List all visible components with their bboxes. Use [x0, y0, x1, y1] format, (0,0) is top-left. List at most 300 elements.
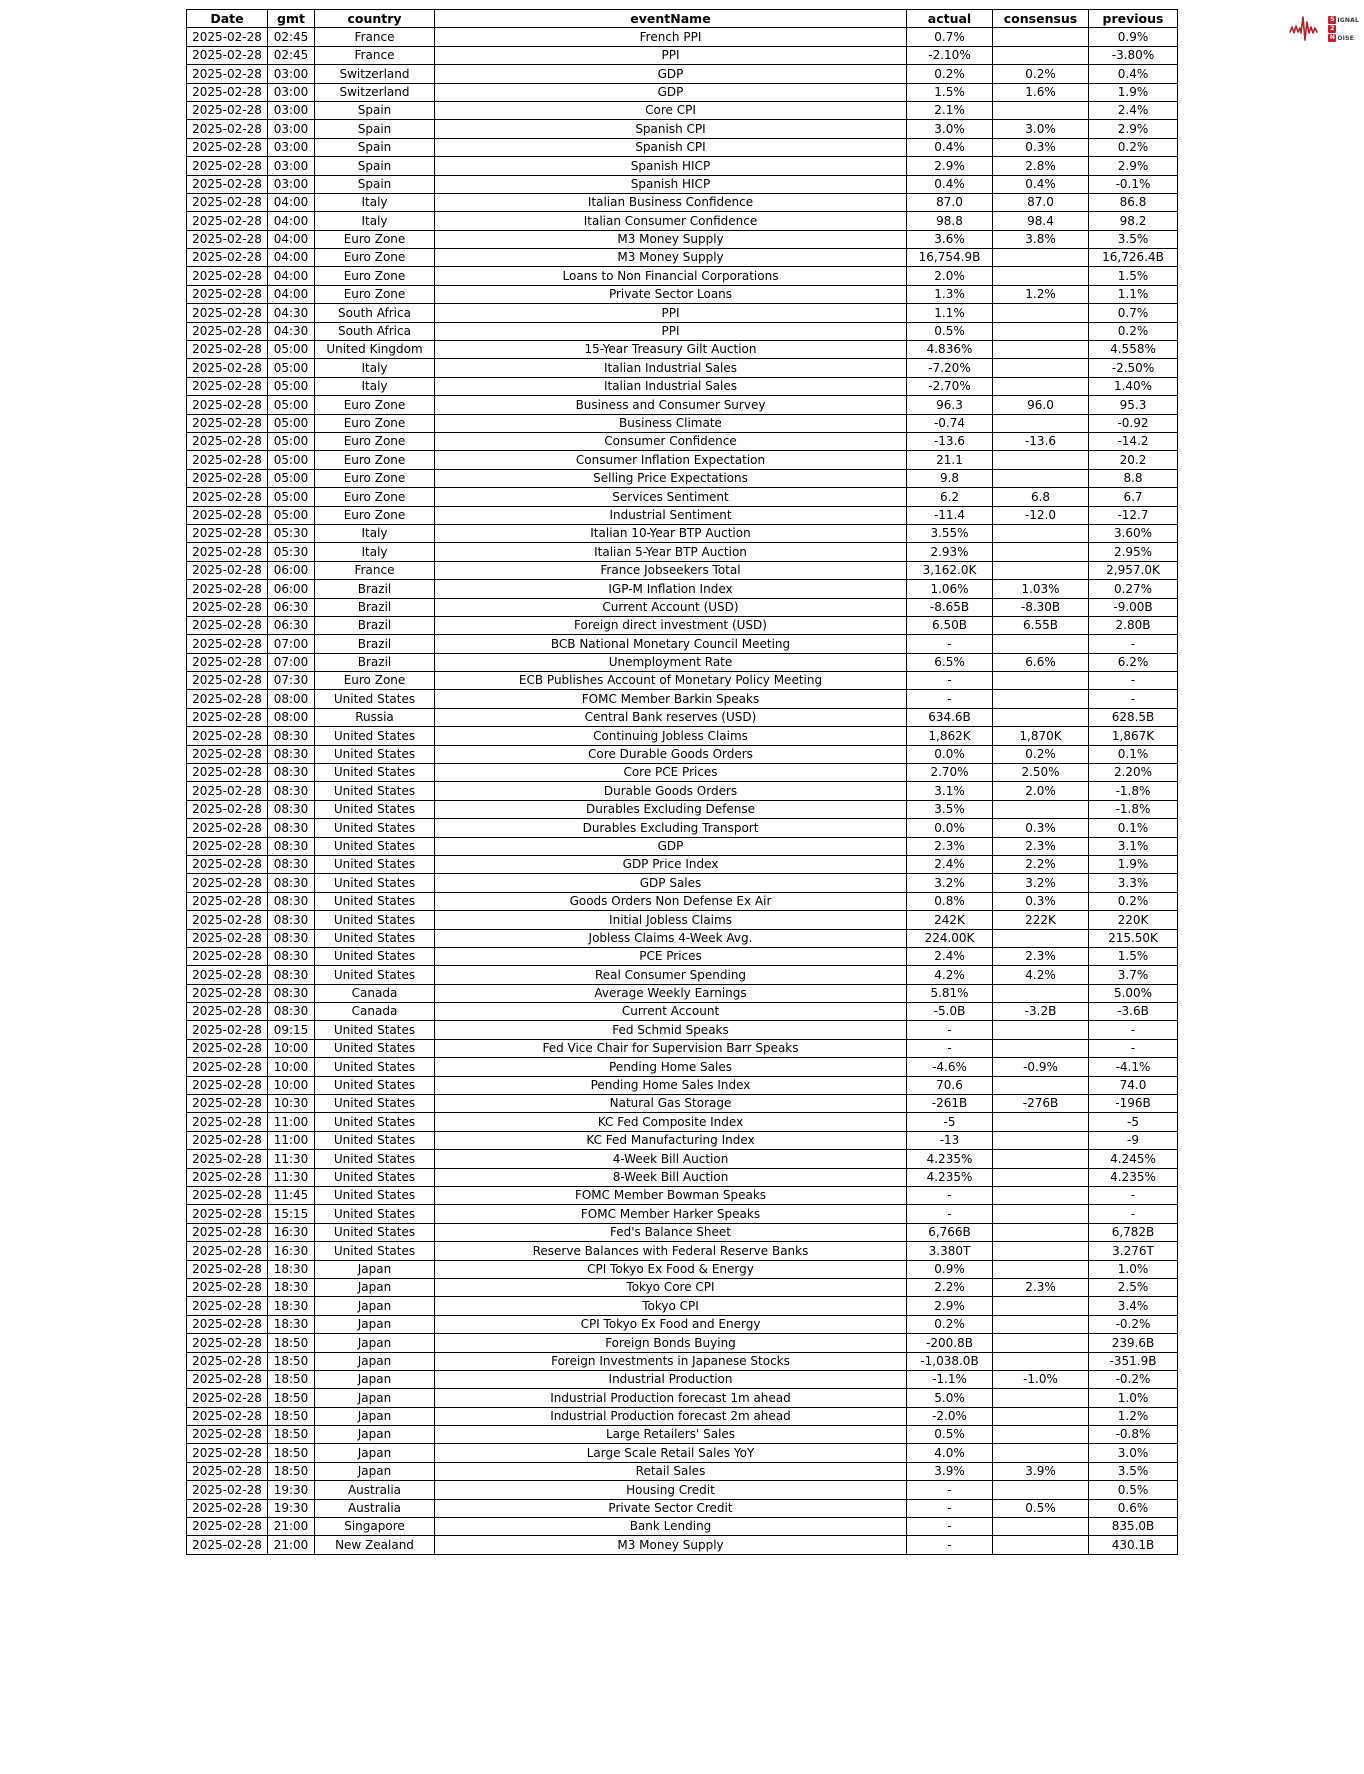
cell-actual: -: [907, 1187, 993, 1205]
cell-actual: -0.74: [907, 414, 993, 432]
cell-event-name: Durables Excluding Defense: [435, 800, 907, 818]
cell-consensus: 2.3%: [993, 1278, 1089, 1296]
cell-date: 2025-02-28: [187, 1297, 268, 1315]
cell-country: United States: [315, 1150, 435, 1168]
cell-consensus: [993, 1021, 1089, 1039]
col-header-previous: previous: [1089, 10, 1178, 28]
cell-consensus: [993, 561, 1089, 579]
cell-gmt: 05:30: [268, 524, 315, 542]
table-row: [187, 911, 1178, 929]
cell-actual: -11.4: [907, 506, 993, 524]
cell-date: 2025-02-28: [187, 83, 268, 101]
cell-actual: -5: [907, 1113, 993, 1131]
cell-previous: 6,782B: [1089, 1223, 1178, 1241]
cell-country: South Africa: [315, 322, 435, 340]
cell-previous: 74.0: [1089, 1076, 1178, 1094]
cell-country: United States: [315, 966, 435, 984]
cell-previous: -0.2%: [1089, 1315, 1178, 1333]
cell-event-name: Foreign Investments in Japanese Stocks: [435, 1352, 907, 1370]
cell-actual: 3.6%: [907, 230, 993, 248]
cell-consensus: 3.9%: [993, 1462, 1089, 1480]
cell-country: Switzerland: [315, 65, 435, 83]
cell-event-name: PPI: [435, 46, 907, 64]
cell-country: Italy: [315, 359, 435, 377]
table-row: [187, 635, 1178, 653]
cell-gmt: 07:00: [268, 635, 315, 653]
cell-consensus: -276B: [993, 1095, 1089, 1113]
cell-date: 2025-02-28: [187, 138, 268, 156]
cell-consensus: 0.2%: [993, 745, 1089, 763]
cell-consensus: [993, 46, 1089, 64]
cell-previous: -1.8%: [1089, 782, 1178, 800]
cell-country: Euro Zone: [315, 432, 435, 450]
cell-gmt: 08:30: [268, 911, 315, 929]
cell-country: France: [315, 46, 435, 64]
cell-gmt: 08:30: [268, 837, 315, 855]
cell-event-name: Core Durable Goods Orders: [435, 745, 907, 763]
logo-letter-n-box: N: [1329, 34, 1335, 41]
cell-event-name: Real Consumer Spending: [435, 966, 907, 984]
cell-previous: 628.5B: [1089, 708, 1178, 726]
cell-event-name: 4-Week Bill Auction: [435, 1150, 907, 1168]
table-row: [187, 727, 1178, 745]
cell-previous: 0.2%: [1089, 322, 1178, 340]
cell-country: Brazil: [315, 598, 435, 616]
cell-date: 2025-02-28: [187, 543, 268, 561]
cell-actual: -2.10%: [907, 46, 993, 64]
cell-actual: 2.70%: [907, 764, 993, 782]
table-row: [187, 764, 1178, 782]
cell-actual: 1.1%: [907, 304, 993, 322]
cell-event-name: Durable Goods Orders: [435, 782, 907, 800]
cell-date: 2025-02-28: [187, 1536, 268, 1554]
cell-country: South Africa: [315, 304, 435, 322]
cell-consensus: [993, 1242, 1089, 1260]
cell-consensus: [993, 249, 1089, 267]
cell-event-name: GDP: [435, 837, 907, 855]
logo-text-oise: OISE: [1337, 34, 1354, 42]
cell-gmt: 08:30: [268, 929, 315, 947]
cell-previous: 0.1%: [1089, 819, 1178, 837]
cell-country: Spain: [315, 120, 435, 138]
table-row: [187, 745, 1178, 763]
cell-event-name: Core CPI: [435, 101, 907, 119]
cell-date: 2025-02-28: [187, 1021, 268, 1039]
cell-date: 2025-02-28: [187, 1076, 268, 1094]
cell-date: 2025-02-28: [187, 451, 268, 469]
cell-gmt: 04:00: [268, 267, 315, 285]
cell-gmt: 08:30: [268, 727, 315, 745]
cell-gmt: 18:50: [268, 1444, 315, 1462]
cell-previous: 2.95%: [1089, 543, 1178, 561]
table-row: [187, 46, 1178, 64]
cell-date: 2025-02-28: [187, 1150, 268, 1168]
cell-previous: -196B: [1089, 1095, 1178, 1113]
cell-event-name: FOMC Member Barkin Speaks: [435, 690, 907, 708]
cell-actual: -: [907, 1518, 993, 1536]
cell-actual: 1,862K: [907, 727, 993, 745]
cell-actual: -: [907, 1499, 993, 1517]
cell-date: 2025-02-28: [187, 267, 268, 285]
cell-date: 2025-02-28: [187, 359, 268, 377]
cell-consensus: -12.0: [993, 506, 1089, 524]
cell-actual: 0.0%: [907, 745, 993, 763]
col-header-date: Date: [187, 10, 268, 28]
cell-actual: 96.3: [907, 396, 993, 414]
cell-gmt: 04:00: [268, 212, 315, 230]
cell-country: Japan: [315, 1352, 435, 1370]
cell-country: United States: [315, 1187, 435, 1205]
cell-event-name: Private Sector Credit: [435, 1499, 907, 1517]
cell-previous: 2.20%: [1089, 764, 1178, 782]
cell-actual: 9.8: [907, 469, 993, 487]
table-row: [187, 1389, 1178, 1407]
cell-date: 2025-02-28: [187, 65, 268, 83]
cell-country: Switzerland: [315, 83, 435, 101]
cell-gmt: 18:50: [268, 1370, 315, 1388]
cell-consensus: [993, 1205, 1089, 1223]
cell-actual: -13: [907, 1131, 993, 1149]
cell-event-name: Spanish CPI: [435, 138, 907, 156]
cell-date: 2025-02-28: [187, 727, 268, 745]
table-row: [187, 1499, 1178, 1517]
table-row: [187, 800, 1178, 818]
cell-date: 2025-02-28: [187, 341, 268, 359]
table-row: [187, 929, 1178, 947]
table-row: [187, 377, 1178, 395]
cell-previous: 3.5%: [1089, 230, 1178, 248]
cell-consensus: [993, 543, 1089, 561]
cell-gmt: 05:00: [268, 432, 315, 450]
cell-actual: 1.3%: [907, 285, 993, 303]
cell-event-name: Consumer Confidence: [435, 432, 907, 450]
col-header-country: country: [315, 10, 435, 28]
table-row: [187, 598, 1178, 616]
cell-country: United States: [315, 1039, 435, 1057]
cell-event-name: Fed Schmid Speaks: [435, 1021, 907, 1039]
cell-consensus: -13.6: [993, 432, 1089, 450]
cell-gmt: 10:30: [268, 1095, 315, 1113]
cell-country: United States: [315, 1076, 435, 1094]
cell-gmt: 11:00: [268, 1131, 315, 1149]
cell-actual: 3.9%: [907, 1462, 993, 1480]
cell-gmt: 03:00: [268, 101, 315, 119]
cell-country: Euro Zone: [315, 414, 435, 432]
cell-consensus: [993, 1168, 1089, 1186]
cell-gmt: 11:45: [268, 1187, 315, 1205]
cell-gmt: 06:00: [268, 580, 315, 598]
cell-actual: -5.0B: [907, 1003, 993, 1021]
cell-date: 2025-02-28: [187, 193, 268, 211]
cell-consensus: 87.0: [993, 193, 1089, 211]
cell-country: United States: [315, 800, 435, 818]
cell-actual: 4.836%: [907, 341, 993, 359]
cell-event-name: Large Scale Retail Sales YoY: [435, 1444, 907, 1462]
table-row: [187, 1205, 1178, 1223]
cell-actual: 0.2%: [907, 65, 993, 83]
cell-actual: 3.0%: [907, 120, 993, 138]
cell-consensus: 2.50%: [993, 764, 1089, 782]
cell-country: Spain: [315, 157, 435, 175]
cell-previous: 220K: [1089, 911, 1178, 929]
table-row: [187, 322, 1178, 340]
cell-event-name: Italian 5-Year BTP Auction: [435, 543, 907, 561]
cell-gmt: 04:30: [268, 322, 315, 340]
cell-event-name: GDP: [435, 65, 907, 83]
table-row: [187, 249, 1178, 267]
cell-date: 2025-02-28: [187, 1113, 268, 1131]
cell-gmt: 18:50: [268, 1334, 315, 1352]
cell-country: Italy: [315, 543, 435, 561]
cell-date: 2025-02-28: [187, 1039, 268, 1057]
cell-previous: 0.4%: [1089, 65, 1178, 83]
cell-event-name: Fed Vice Chair for Supervision Barr Speaks: [435, 1039, 907, 1057]
cell-previous: 0.1%: [1089, 745, 1178, 763]
cell-previous: -: [1089, 690, 1178, 708]
cell-country: Japan: [315, 1370, 435, 1388]
col-header-gmt: gmt: [268, 10, 315, 28]
cell-event-name: GDP Sales: [435, 874, 907, 892]
cell-event-name: Business Climate: [435, 414, 907, 432]
cell-gmt: 06:30: [268, 598, 315, 616]
cell-event-name: Loans to Non Financial Corporations: [435, 267, 907, 285]
cell-actual: 224.00K: [907, 929, 993, 947]
cell-consensus: [993, 929, 1089, 947]
cell-country: United States: [315, 782, 435, 800]
cell-country: United States: [315, 855, 435, 873]
cell-previous: -: [1089, 1187, 1178, 1205]
cell-gmt: 04:00: [268, 285, 315, 303]
table-row: [187, 341, 1178, 359]
cell-event-name: Foreign direct investment (USD): [435, 616, 907, 634]
cell-actual: 242K: [907, 911, 993, 929]
cell-gmt: 16:30: [268, 1242, 315, 1260]
cell-date: 2025-02-28: [187, 598, 268, 616]
table-row: [187, 1297, 1178, 1315]
cell-actual: 0.7%: [907, 28, 993, 46]
cell-previous: -: [1089, 1021, 1178, 1039]
table-row: [187, 543, 1178, 561]
cell-previous: -4.1%: [1089, 1058, 1178, 1076]
cell-date: 2025-02-28: [187, 414, 268, 432]
cell-event-name: Continuing Jobless Claims: [435, 727, 907, 745]
table-row: [187, 212, 1178, 230]
cell-date: 2025-02-28: [187, 984, 268, 1002]
cell-date: 2025-02-28: [187, 837, 268, 855]
cell-date: 2025-02-28: [187, 212, 268, 230]
cell-gmt: 11:30: [268, 1150, 315, 1168]
cell-country: Euro Zone: [315, 249, 435, 267]
cell-consensus: [993, 1150, 1089, 1168]
cell-event-name: Pending Home Sales: [435, 1058, 907, 1076]
cell-previous: 1.5%: [1089, 947, 1178, 965]
cell-consensus: [993, 1389, 1089, 1407]
cell-date: 2025-02-28: [187, 580, 268, 598]
cell-previous: 1.9%: [1089, 855, 1178, 873]
cell-consensus: 1.6%: [993, 83, 1089, 101]
col-header-event-name: eventName: [435, 10, 907, 28]
cell-gmt: 08:30: [268, 800, 315, 818]
cell-event-name: Jobless Claims 4-Week Avg.: [435, 929, 907, 947]
logo-line-signal: [1328, 16, 1359, 24]
cell-previous: 3.276T: [1089, 1242, 1178, 1260]
cell-event-name: Industrial Production: [435, 1370, 907, 1388]
cell-country: Australia: [315, 1481, 435, 1499]
cell-date: 2025-02-28: [187, 892, 268, 910]
cell-event-name: Natural Gas Storage: [435, 1095, 907, 1113]
cell-consensus: [993, 1407, 1089, 1425]
cell-actual: 2.0%: [907, 267, 993, 285]
cell-previous: -0.92: [1089, 414, 1178, 432]
table-row: [187, 230, 1178, 248]
table-row: [187, 782, 1178, 800]
table-row: [187, 892, 1178, 910]
cell-date: 2025-02-28: [187, 157, 268, 175]
cell-date: 2025-02-28: [187, 1095, 268, 1113]
cell-country: Euro Zone: [315, 396, 435, 414]
cell-gmt: 10:00: [268, 1058, 315, 1076]
cell-consensus: 1,870K: [993, 727, 1089, 745]
cell-country: Japan: [315, 1462, 435, 1480]
cell-date: 2025-02-28: [187, 874, 268, 892]
cell-date: 2025-02-28: [187, 855, 268, 873]
cell-consensus: [993, 322, 1089, 340]
logo-number-2-box: 2: [1330, 25, 1335, 32]
cell-gmt: 09:15: [268, 1021, 315, 1039]
cell-previous: 2,957.0K: [1089, 561, 1178, 579]
cell-event-name: BCB National Monetary Council Meeting: [435, 635, 907, 653]
cell-consensus: [993, 1223, 1089, 1241]
table-row: [187, 83, 1178, 101]
cell-consensus: 0.3%: [993, 892, 1089, 910]
cell-date: 2025-02-28: [187, 966, 268, 984]
cell-country: Brazil: [315, 616, 435, 634]
table-row: [187, 359, 1178, 377]
cell-event-name: Spanish HICP: [435, 175, 907, 193]
cell-gmt: 03:00: [268, 120, 315, 138]
cell-actual: 3.2%: [907, 874, 993, 892]
cell-date: 2025-02-28: [187, 1168, 268, 1186]
cell-date: 2025-02-28: [187, 1223, 268, 1241]
table-row: [187, 874, 1178, 892]
cell-country: Euro Zone: [315, 267, 435, 285]
cell-event-name: French PPI: [435, 28, 907, 46]
cell-country: Japan: [315, 1260, 435, 1278]
cell-previous: -14.2: [1089, 432, 1178, 450]
cell-country: United States: [315, 892, 435, 910]
cell-consensus: 2.8%: [993, 157, 1089, 175]
cell-country: Euro Zone: [315, 672, 435, 690]
cell-actual: 2.4%: [907, 855, 993, 873]
cell-event-name: Initial Jobless Claims: [435, 911, 907, 929]
cell-country: Italy: [315, 524, 435, 542]
table-row: [187, 1187, 1178, 1205]
cell-actual: -4.6%: [907, 1058, 993, 1076]
cell-gmt: 11:00: [268, 1113, 315, 1131]
cell-date: 2025-02-28: [187, 249, 268, 267]
cell-country: United States: [315, 690, 435, 708]
cell-country: United States: [315, 1242, 435, 1260]
cell-country: Japan: [315, 1297, 435, 1315]
table-body: [187, 28, 1178, 1554]
cell-previous: 1.9%: [1089, 83, 1178, 101]
cell-previous: -2.50%: [1089, 359, 1178, 377]
cell-consensus: [993, 359, 1089, 377]
cell-consensus: 6.8: [993, 488, 1089, 506]
table-row: [187, 451, 1178, 469]
heartbeat-waveform-icon: [1289, 13, 1327, 45]
cell-previous: -351.9B: [1089, 1352, 1178, 1370]
cell-date: 2025-02-28: [187, 506, 268, 524]
table-row: [187, 1518, 1178, 1536]
cell-event-name: Spanish CPI: [435, 120, 907, 138]
cell-gmt: 08:30: [268, 984, 315, 1002]
cell-actual: 3.5%: [907, 800, 993, 818]
cell-actual: 0.4%: [907, 138, 993, 156]
cell-country: France: [315, 561, 435, 579]
cell-event-name: GDP Price Index: [435, 855, 907, 873]
cell-date: 2025-02-28: [187, 1426, 268, 1444]
cell-date: 2025-02-28: [187, 524, 268, 542]
cell-actual: 6.50B: [907, 616, 993, 634]
cell-event-name: Average Weekly Earnings: [435, 984, 907, 1002]
cell-country: Euro Zone: [315, 469, 435, 487]
cell-country: New Zealand: [315, 1536, 435, 1554]
table-row: [187, 1260, 1178, 1278]
cell-date: 2025-02-28: [187, 1131, 268, 1149]
cell-actual: -200.8B: [907, 1334, 993, 1352]
cell-date: 2025-02-28: [187, 1462, 268, 1480]
cell-date: 2025-02-28: [187, 28, 268, 46]
cell-event-name: Italian Industrial Sales: [435, 377, 907, 395]
cell-gmt: 15:15: [268, 1205, 315, 1223]
cell-previous: 2.9%: [1089, 157, 1178, 175]
cell-gmt: 16:30: [268, 1223, 315, 1241]
cell-consensus: [993, 414, 1089, 432]
cell-date: 2025-02-28: [187, 285, 268, 303]
cell-country: Euro Zone: [315, 451, 435, 469]
cell-event-name: CPI Tokyo Ex Food & Energy: [435, 1260, 907, 1278]
cell-event-name: Current Account: [435, 1003, 907, 1021]
cell-country: United States: [315, 1095, 435, 1113]
cell-actual: 87.0: [907, 193, 993, 211]
cell-country: United States: [315, 764, 435, 782]
cell-previous: 0.27%: [1089, 580, 1178, 598]
table-row: [187, 672, 1178, 690]
cell-gmt: 05:00: [268, 396, 315, 414]
cell-gmt: 05:00: [268, 469, 315, 487]
cell-consensus: [993, 1444, 1089, 1462]
cell-date: 2025-02-28: [187, 469, 268, 487]
table-row: [187, 1058, 1178, 1076]
cell-previous: 4.558%: [1089, 341, 1178, 359]
cell-consensus: 222K: [993, 911, 1089, 929]
cell-country: Australia: [315, 1499, 435, 1517]
cell-gmt: 05:00: [268, 414, 315, 432]
cell-actual: 4.0%: [907, 1444, 993, 1462]
cell-event-name: Italian 10-Year BTP Auction: [435, 524, 907, 542]
cell-actual: 2.1%: [907, 101, 993, 119]
cell-event-name: Goods Orders Non Defense Ex Air: [435, 892, 907, 910]
economic-calendar-table: [186, 9, 1178, 1555]
cell-consensus: [993, 101, 1089, 119]
cell-gmt: 18:30: [268, 1260, 315, 1278]
cell-previous: 215.50K: [1089, 929, 1178, 947]
table-row: [187, 267, 1178, 285]
cell-consensus: 0.3%: [993, 138, 1089, 156]
page: [0, 9, 1364, 1774]
cell-gmt: 05:00: [268, 377, 315, 395]
